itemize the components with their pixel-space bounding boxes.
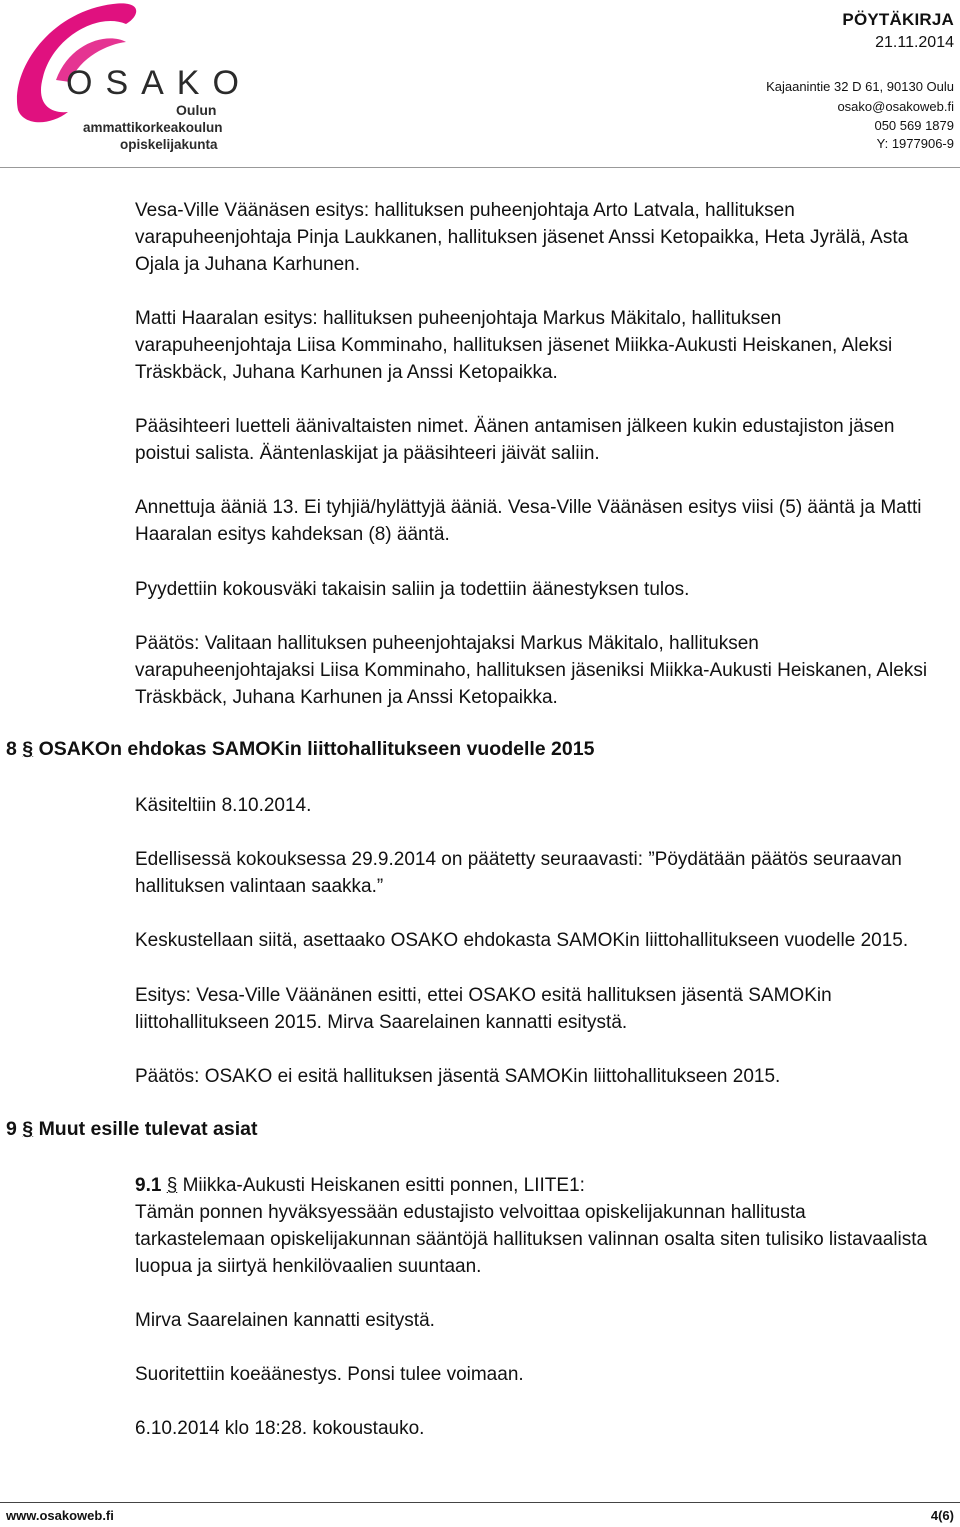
paragraph-paatos-samok: Päätös: OSAKO ei esitä hallituksen jäsentä SAMOKin liittohallitukseen 2015. [135, 1066, 781, 1087]
header-email: osako@osakoweb.fi [837, 99, 954, 114]
paragraph-nimenhuuto: Pääsihteeri luetteli äänivaltaisten nimet. Äänen antamisen jälkeen kukin edustajiston jäsen poistui salista. Ääntenlaskijat ja pääsihteeri jäivät saliin. [135, 416, 895, 464]
subsection-9-1-lead: Miikka-Aukusti Heiskanen esitti ponnen, LIITE1: [182, 1175, 585, 1196]
footer-website: www.osakoweb.fi [6, 1508, 114, 1523]
section-9-title: Muut esille tulevat asiat [38, 1118, 258, 1140]
logo-sub-line-3: opiskelijakunta [120, 137, 218, 152]
subsection-9-1-number: 9.1 [135, 1175, 162, 1196]
paragraph-esitys-vaananen: Vesa-Ville Väänäsen esitys: hallituksen puheenjohtaja Arto Latvala, hallituksen varapuheenjohtaja Pinja Laukkanen, hallituksen jäsenet Anssi Ketopaikka, Heta Jyrälä, Asta Ojala ja Juhana Karhunen. [135, 200, 909, 275]
section-9-number: 9 [6, 1118, 17, 1140]
paragraph-aanestystulos: Annettuja ääniä 13. Ei tyhjiä/hylättyjä ääniä. Vesa-Ville Väänäsen esitys viisi (5) ääntä ja Matti Haaralan esitys kahdeksan (8) ääntä. [135, 497, 922, 545]
header-phone: 050 569 1879 [874, 118, 954, 133]
paragraph-keskustelu: Keskustellaan siitä, asettaako OSAKO ehdokasta SAMOKin liittohallitukseen vuodelle 2015. [135, 930, 909, 951]
section-8-title: OSAKOn ehdokas SAMOKin liittohallitukseen vuodelle 2015 [38, 738, 595, 760]
section-8-number: 8 [6, 738, 17, 760]
footer-divider [0, 1502, 960, 1503]
document-date: 21.11.2014 [875, 34, 954, 51]
header-divider [0, 167, 960, 168]
document-type: PÖYTÄKIRJA [842, 10, 954, 29]
section-8-heading [6, 738, 594, 761]
paragraph-esitys-samok: Esitys: Vesa-Ville Väänänen esitti, ettei OSAKO esitä hallituksen jäsentä SAMOKin liittohallitukseen 2015. Mirva Saarelainen kannatti esitystä. [135, 985, 832, 1033]
paragraph-koeaanestys: Suoritettiin koeäänestys. Ponsi tulee voimaan. [135, 1364, 524, 1385]
paragraph-esitys-haarala: Matti Haaralan esitys: hallituksen puheenjohtaja Markus Mäkitalo, hallituksen varapuheenjohtaja Liisa Komminaho, hallituksen jäsenet Miikka-Aukusti Heiskanen, Aleksi Träskbäck, Juhana Karhunen ja Anssi Ketopaikka. [135, 308, 893, 383]
paragraph-edellinen-kokous: Edellisessä kokouksessa 29.9.2014 on päätetty seuraavasti: ”Pöydätään päätös seuraavan hallituksen valintaan saakka.” [135, 849, 902, 897]
logo-sub-line-1: Oulun [176, 102, 217, 118]
section-mark: § [166, 1175, 178, 1196]
logo-wordmark: OSAKO [66, 64, 252, 102]
logo-sub-line-2: ammattikorkeakoulun [83, 120, 223, 135]
header-business-id: Y: 1977906-9 [876, 136, 954, 151]
paragraph-paatos-hallitus: Päätös: Valitaan hallituksen puheenjohtajaksi Markus Mäkitalo, hallituksen varapuheenjohtajaksi Liisa Komminaho, hallituksen jäseniksi Miikka-Aukusti Heiskanen, Aleksi Träskbäck, Juhana Karhunen ja Anssi Ketopaikka. [135, 633, 928, 708]
osako-logo [8, 2, 252, 154]
paragraph-kannatus: Mirva Saarelainen kannatti esitystä. [135, 1310, 435, 1331]
header-address: Kajaanintie 32 D 61, 90130 Oulu [766, 79, 954, 94]
section-mark: § [22, 738, 34, 760]
paragraph-kokoustauko: 6.10.2014 klo 18:28. kokoustauko. [135, 1418, 425, 1439]
paragraph-tulos-todettu: Pyydettiin kokousväki takaisin saliin ja todettiin äänestyksen tulos. [135, 579, 690, 600]
paragraph-kasiteltiin: Käsiteltiin 8.10.2014. [135, 795, 312, 816]
subsection-9-1 [135, 1172, 940, 1280]
section-mark: § [22, 1118, 34, 1140]
subsection-9-1-text: Tämän ponnen hyväksyessään edustajisto velvoittaa opiskelijakunnan hallitusta tarkastelemaan opiskelijakunnan sääntöjä hallituksen valinnan osalta siten tulisiko listavaalista luopua ja siirtyä henkilövaalien suuntaan. [135, 1202, 928, 1277]
section-9-heading [6, 1118, 257, 1141]
page-number: 4(6) [930, 1508, 954, 1523]
